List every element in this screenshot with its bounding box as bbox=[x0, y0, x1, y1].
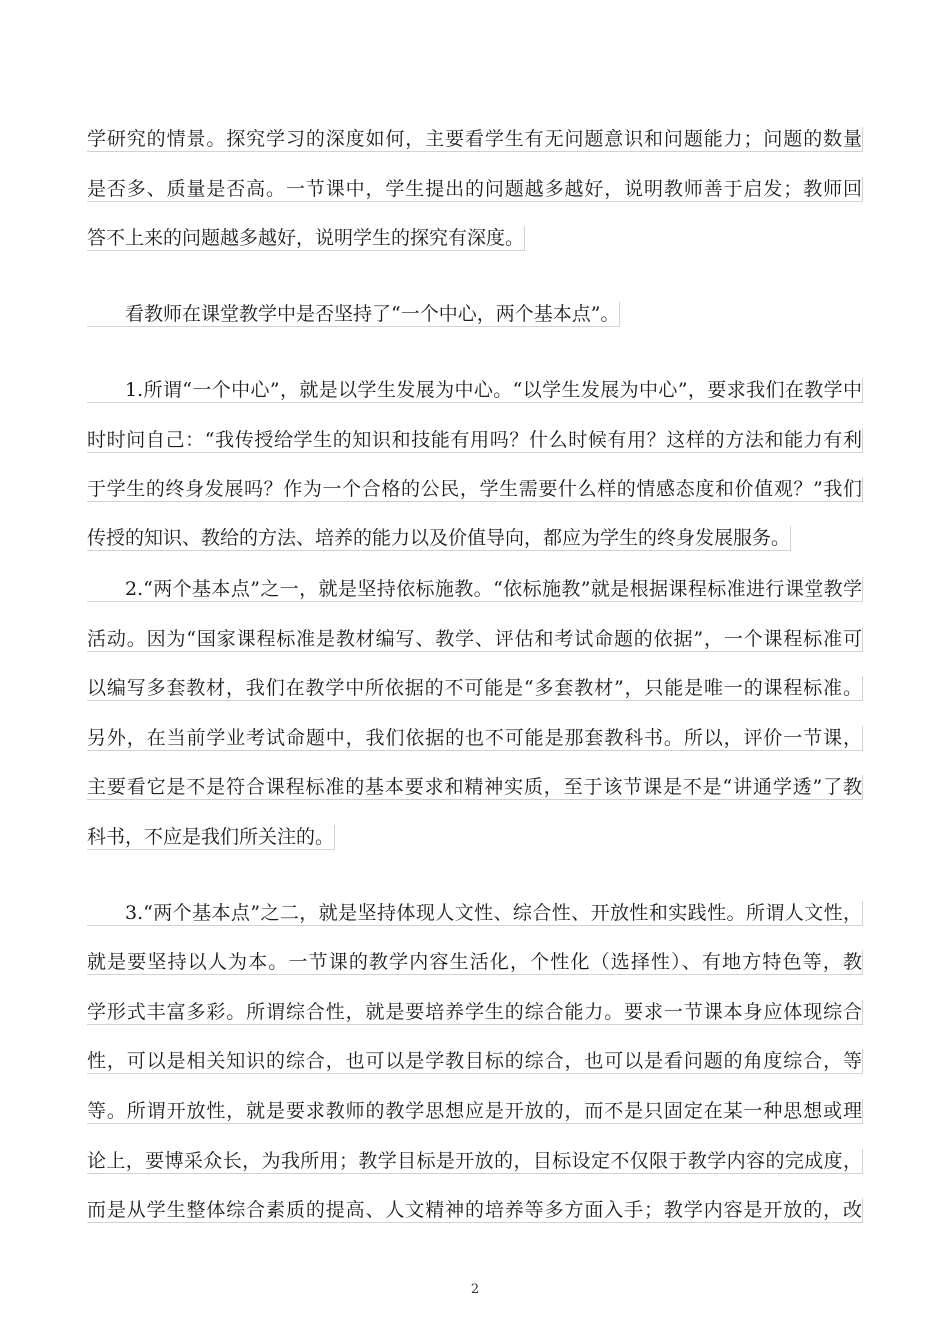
text-line: 等。所谓开放性，就是要求教师的教学思想应是开放的，而不是只固定在某一种思想或理 bbox=[87, 1100, 862, 1122]
text-line: 传授的知识、教给的方法、培养的能力以及价值导向，都应为学生的终身发展服务。 bbox=[87, 527, 791, 549]
text-line: 1.所谓“一个中心”，就是以学生发展为中心。“以学生发展为中心”，要求我们在教学中 bbox=[87, 378, 863, 403]
text-line: 3.“两个基本点”之二，就是坚持体现人文性、综合性、开放性和实践性。所谓人文性， bbox=[87, 901, 863, 926]
text-line: 看教师在课堂教学中是否坚持了“一个中心，两个基本点”。 bbox=[87, 302, 620, 327]
text-line: 另外，在当前学业考试命题中，我们依据的也不可能是那套教科书。所以，评价一节课， bbox=[87, 727, 862, 749]
text-line: 论上，要博采众长，为我所用；教学目标是开放的，目标设定不仅限于教学内容的完成度， bbox=[87, 1150, 862, 1172]
text-line: 科书，不应是我们所关注的。 bbox=[87, 826, 335, 848]
text-line: 以编写多套教材，我们在教学中所依据的不可能是“多套教材”，只能是唯一的课程标准。 bbox=[87, 677, 862, 699]
text-line: 答不上来的问题越多越好，说明学生的探究有深度。 bbox=[87, 227, 525, 249]
text-line: 主要看它是不是符合课程标准的基本要求和精神实质，至于该节课是不是“讲通学透”了教 bbox=[87, 776, 862, 798]
text-line: 2.“两个基本点”之一，就是坚持依标施教。“依标施教”就是根据课程标准进行课堂教学 bbox=[87, 577, 863, 602]
text-line: 就是要坚持以人为本。一节课的教学内容生活化，个性化（选择性）、有地方特色等，教 bbox=[87, 951, 862, 973]
text-line: 学形式丰富多彩。所谓综合性，就是要培养学生的综合能力。要求一节课本身应体现综合 bbox=[87, 1001, 862, 1023]
text-line: 活动。因为“国家课程标准是教材编写、教学、评估和考试命题的依据”，一个课程标准可 bbox=[87, 628, 862, 650]
text-line: 是否多、质量是否高。一节课中，学生提出的问题越多越好，说明教师善于启发；教师回 bbox=[87, 178, 862, 200]
text-line: 于学生的终身发展吗？作为一个合格的公民，学生需要什么样的情感态度和价值观？”我们 bbox=[87, 478, 862, 500]
page-number: 2 bbox=[470, 1282, 480, 1297]
text-line: 性，可以是相关知识的综合，也可以是学教目标的综合，也可以是看问题的角度综合，等 bbox=[87, 1050, 862, 1072]
text-line: 学研究的情景。探究学习的深度如何，主要看学生有无问题意识和问题能力；问题的数量 bbox=[87, 128, 862, 150]
text-line: 时时问自己：“我传授给学生的知识和技能有用吗？什么时候有用？这样的方法和能力有利 bbox=[87, 429, 862, 451]
text-line: 而是从学生整体综合素质的提高、人文精神的培养等多方面入手；教学内容是开放的，改 bbox=[87, 1199, 862, 1221]
